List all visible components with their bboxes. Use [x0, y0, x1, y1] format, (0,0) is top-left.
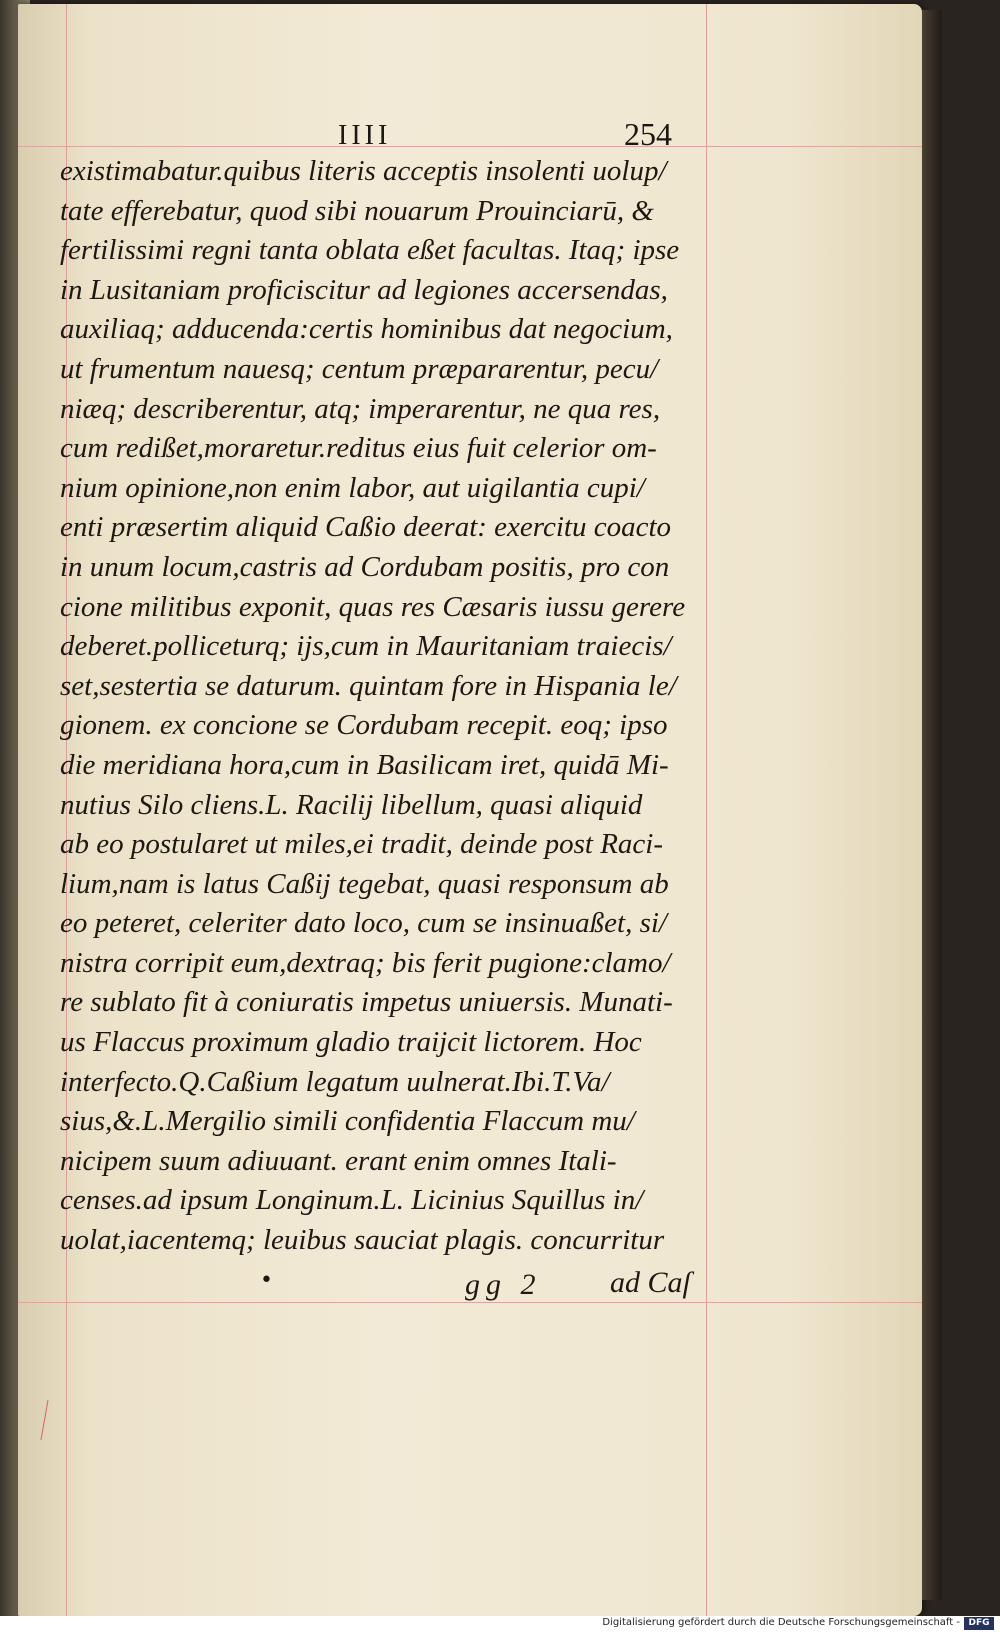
running-head: IIII — [338, 120, 392, 151]
text-line: auxiliaq; adducenda:certis hominibus dat negocium, — [60, 313, 673, 346]
text-line: ab eo postularet ut miles,ei tradit, deinde post Raci- — [60, 828, 664, 861]
text-line: nium opinione,non enim labor, aut uigilantia cupi/ — [60, 471, 645, 504]
text-line: in unum locum,castris ad Cordubam positis, pro con — [60, 550, 670, 583]
margin-rule-bottom — [18, 1302, 922, 1303]
text-line: sius,&.L.Mergilio simili confidentia Flaccum mu/ — [60, 1105, 635, 1138]
text-line: tate efferebatur, quod sibi nouarum Prouinciarū, & — [60, 194, 654, 227]
signature-mark: gg 2 — [465, 1268, 542, 1301]
text-line: cum redißet,moraretur.reditus eius fuit celerior om- — [60, 432, 657, 465]
text-line: nutius Silo cliens.L. Racilij libellum, quasi aliquid — [60, 788, 643, 821]
text-line: interfecto.Q.Caßium legatum uulnerat.Ibi.T.Va/ — [60, 1065, 610, 1098]
text-line: fertilissimi regni tanta oblata eßet facultas. Itaq; ipse — [60, 234, 680, 267]
text-line: re sublato fit à coniuratis impetus uniuersis. Munati- — [60, 986, 673, 1019]
digitization-credit: Digitalisierung gefördert durch die Deutsche Forschungsgemeinschaft - — [602, 1617, 960, 1628]
text-line: lium,nam is latus Caßij tegebat, quasi responsum ab — [60, 867, 669, 900]
page-shadow-edge — [922, 10, 942, 1600]
text-line: existimabatur.quibus literis acceptis insolenti uolup/ — [60, 155, 667, 187]
text-line: eo peteret, celeriter dato loco, cum se insinuaßet, si/ — [60, 907, 667, 940]
text-line: ut frumentum nauesq; centum præpararentur, pecu/ — [60, 352, 659, 385]
dfg-logo: DFG — [964, 1617, 994, 1630]
body-text — [60, 152, 720, 1261]
text-line: deberet.polliceturq; ijs,cum in Mauritaniam traiecis/ — [60, 630, 672, 663]
margin-rule-top — [18, 146, 922, 147]
text-line: set,sestertia se daturum. quintam fore in Hispania le/ — [60, 669, 677, 702]
text-line: nistra corripit eum,dextraq; bis ferit pugione:clamo/ — [60, 946, 671, 979]
text-line: uolat,iacentemq; leuibus sauciat plagis. concurritur — [60, 1224, 665, 1257]
catchword: ad Caſ — [610, 1266, 691, 1299]
text-line: gionem. ex concione se Cordubam recepit. eoq; ipso — [60, 709, 668, 742]
footer-dot: • — [260, 1268, 273, 1293]
text-line: censes.ad ipsum Longinum.L. Licinius Squillus in/ — [60, 1184, 644, 1217]
text-line: cione militibus exponit, quas res Cæsaris iussu gerere — [60, 590, 686, 623]
text-line: in Lusitaniam proficiscitur ad legiones accersendas, — [60, 273, 668, 306]
text-line: enti præsertim aliquid Caßio deerat: exercitu coacto — [60, 511, 672, 544]
text-line: niæq; describerentur, atq; imperarentur, ne qua res, — [60, 392, 661, 425]
page-number: 254 — [624, 116, 672, 152]
text-line: die meridiana hora,cum in Basilicam iret, quidā Mi- — [60, 748, 669, 781]
text-line: us Flaccus proximum gladio traijcit lictorem. Hoc — [60, 1026, 642, 1059]
text-line: nicipem suum adiuuant. erant enim omnes Itali- — [60, 1144, 617, 1177]
